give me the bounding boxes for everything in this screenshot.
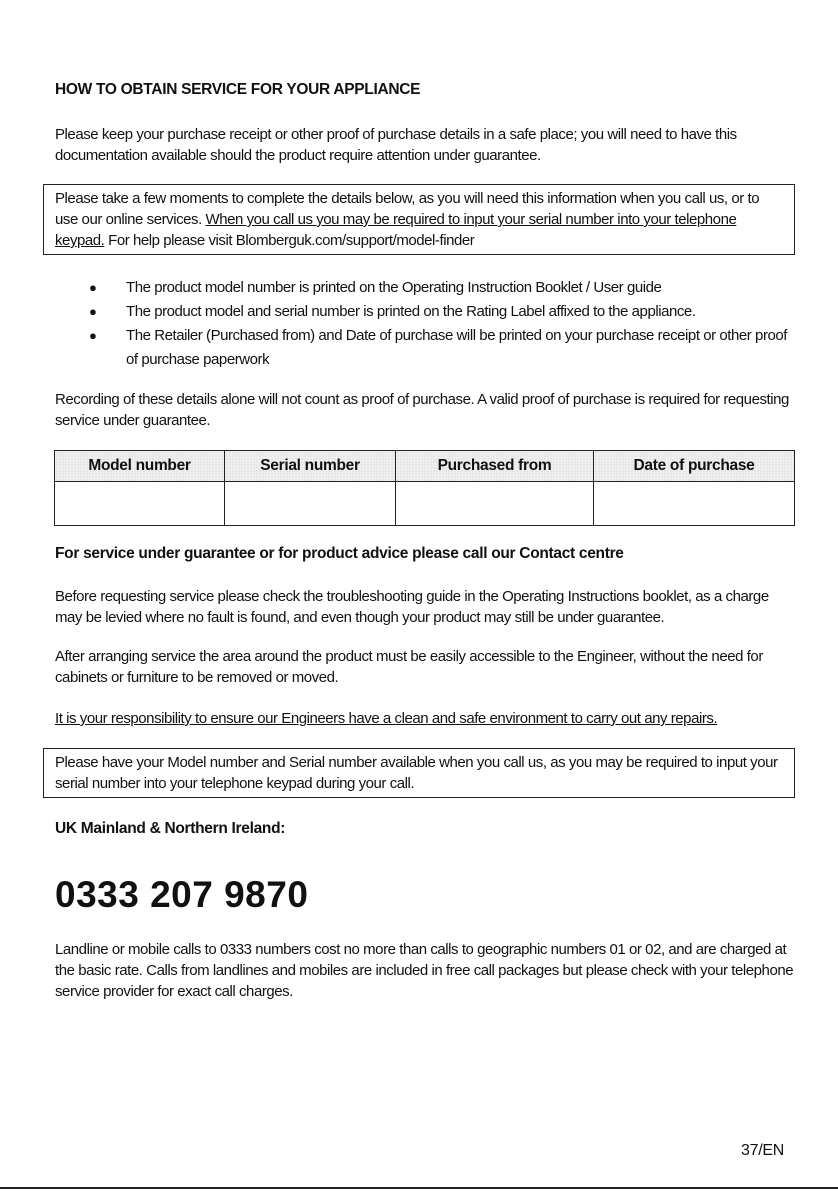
list-item: ● The product model and serial number is printed on the Rating Label affixed to the appliance.	[55, 300, 795, 324]
table-header-row	[55, 451, 795, 482]
page-number: 37/EN	[741, 1142, 784, 1159]
list-item: ● The Retailer (Purchased from) and Date of purchase will be printed on your purchase receipt or other proof of purchase paperwork	[55, 324, 795, 372]
access-paragraph: After arranging service the area around the product must be easily accessible to the Engineer, without the need for cabinets or furniture to be removed or moved.	[55, 648, 763, 686]
column-header: Model number	[55, 451, 225, 482]
bullet-icon: ●	[89, 304, 97, 319]
call-notice-box: Please have your Model number and Serial number available when you call us, as you may be required to input your serial number into your telephone keypad during your call.	[43, 748, 795, 798]
call-charges-paragraph: Landline or mobile calls to 0333 numbers cost no more than calls to geographic numbers 01 or 02, and are charged at the basic rate. Calls from landlines and mobiles are included in free call packages but please check with your telephone service provider for exact call charges.	[55, 941, 794, 1000]
intro-paragraph: Please keep your purchase receipt or other proof of purchase details in a safe place; you will need to have this documentation available should the product require attention under guarantee.	[55, 126, 737, 164]
column-header: Purchased from	[396, 451, 594, 482]
list-item: ● The product model number is printed on the Operating Instruction Booklet / User guide	[55, 276, 795, 300]
table-row	[55, 482, 795, 526]
column-header: Serial number	[225, 451, 396, 482]
date-of-purchase-cell[interactable]	[594, 482, 795, 526]
notice-text-before: Please take a few moments to complete the details below, as you will need this information when you call us, or to use our online services.	[55, 190, 760, 228]
bottom-divider	[0, 1187, 838, 1189]
bullet-icon: ●	[89, 328, 97, 343]
column-header: Date of purchase	[594, 451, 795, 482]
appliance-details-table	[54, 450, 795, 526]
contact-heading: For service under guarantee or for product advice please call our Contact centre	[55, 545, 624, 562]
details-notice-box	[43, 184, 795, 255]
details-location-list	[55, 276, 795, 372]
notice-underlined-text: When you call us you may be required to input your serial number into your telephone keypad.	[55, 211, 737, 249]
notice-text-after: For help please visit Blomberguk.com/support/model-finder	[104, 232, 475, 249]
bullet-icon: ●	[89, 280, 97, 295]
page-title: HOW TO OBTAIN SERVICE FOR YOUR APPLIANCE	[55, 81, 421, 98]
purchased-from-cell[interactable]	[396, 482, 594, 526]
contact-phone-number: 0333 207 9870	[55, 874, 309, 915]
responsibility-statement: It is your responsibility to ensure our Engineers have a clean and safe environment to carry out any repairs.	[55, 710, 718, 727]
troubleshooting-paragraph: Before requesting service please check the troubleshooting guide in the Operating Instructions booklet, as a charge may be levied where no fault is found, and even though your product may still be under guarantee.	[55, 588, 769, 626]
model-number-cell[interactable]	[55, 482, 225, 526]
region-heading: UK Mainland & Northern Ireland:	[55, 820, 286, 837]
serial-number-cell[interactable]	[225, 482, 396, 526]
recording-note: Recording of these details alone will not count as proof of purchase. A valid proof of purchase is required for requesting service under guarantee.	[55, 391, 789, 429]
